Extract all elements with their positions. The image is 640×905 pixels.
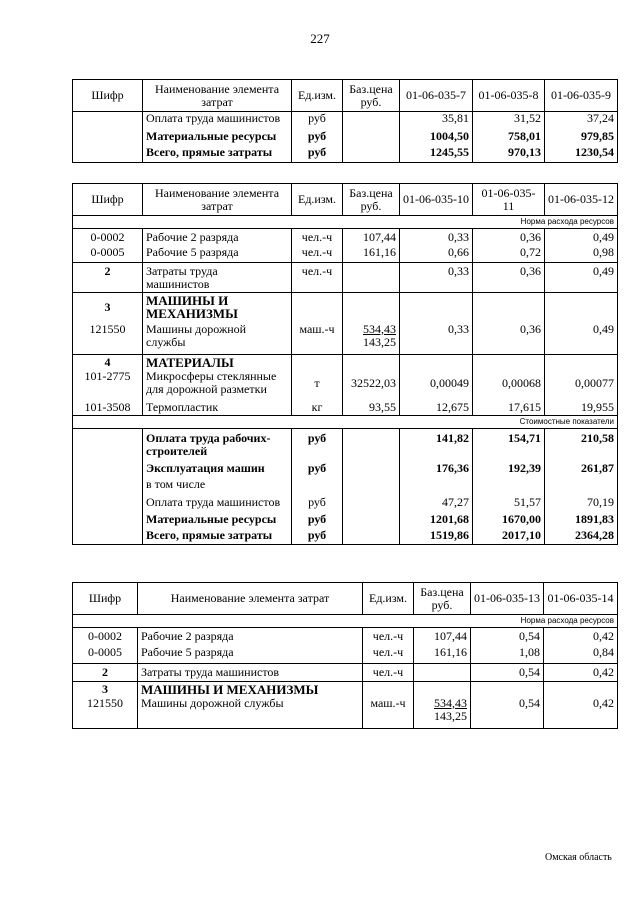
row-code: 0-0002 <box>73 229 143 246</box>
row-unit: т <box>292 370 343 401</box>
row-value: 0,54 <box>471 628 544 646</box>
page-number: 227 <box>310 31 330 46</box>
row-price: 161,16 <box>343 246 400 263</box>
table-row <box>73 628 618 646</box>
footer-region: Омская область <box>545 852 612 863</box>
row-value: 0,49 <box>545 229 618 246</box>
row-name-line: МЕХАНИЗМЫ <box>146 306 238 321</box>
row-value: 0,84 <box>544 646 618 664</box>
row-name <box>143 263 292 293</box>
row-name <box>143 323 292 355</box>
row-price: 107,44 <box>343 229 400 246</box>
row-code: 0-0002 <box>73 628 138 646</box>
header-col: 01-06-035-10 <box>400 184 473 216</box>
table-row <box>73 263 618 293</box>
cost-table-2 <box>72 183 618 545</box>
row-unit: чел.-ч <box>363 646 414 664</box>
row-name <box>143 429 292 460</box>
row-value: 1245,55 <box>400 146 473 163</box>
row-code: 0-0005 <box>73 646 138 664</box>
row-name-line: службы <box>146 334 186 349</box>
row-name: Затраты труда машинистов <box>138 664 363 682</box>
header-col: 01-06-035-11 <box>473 184 545 216</box>
section-label <box>73 216 618 229</box>
header-col: 01-06-035-8 <box>473 80 545 112</box>
header-name: Наименование элемента затрат <box>143 80 292 112</box>
row-unit: чел.-ч <box>363 664 414 682</box>
header-code: Шифр <box>73 80 143 112</box>
row-name-line: строителей <box>146 444 208 458</box>
section-label <box>73 416 618 429</box>
row-name: в том числе <box>143 478 292 496</box>
row-value: 141,82 <box>400 429 473 460</box>
row-price <box>414 697 471 729</box>
table-row <box>73 130 618 146</box>
table-row <box>73 112 618 130</box>
row-unit: руб <box>292 429 343 460</box>
row-value: 0,49 <box>545 323 618 355</box>
header-price: Баз.цена руб. <box>414 583 471 615</box>
table-row <box>73 246 618 263</box>
row-value: 47,27 <box>400 496 473 513</box>
header-col: 01-06-035-7 <box>400 80 473 112</box>
row-value: 210,58 <box>545 429 618 460</box>
row-price: 93,55 <box>343 401 400 416</box>
row-unit: руб <box>292 460 343 478</box>
row-name: Материальные ресурсы <box>143 130 292 146</box>
row-price: 107,44 <box>414 628 471 646</box>
row-name: Всего, прямые затраты <box>143 529 292 545</box>
row-code: 101-2775 <box>73 370 143 401</box>
row-value: 0,72 <box>473 246 545 263</box>
header-price: Баз.цена руб. <box>343 184 400 216</box>
header-code: Шифр <box>73 184 143 216</box>
price-line: 143,25 <box>363 334 396 349</box>
row-name: Эксплуатация машин <box>143 460 292 478</box>
table-row <box>73 370 618 401</box>
row-value: 0,00077 <box>545 370 618 401</box>
row-value: 0,33 <box>400 263 473 293</box>
row-code: 121550 <box>73 697 138 729</box>
row-code: 101-3508 <box>73 401 143 416</box>
header-unit: Ед.изм. <box>292 184 343 216</box>
row-value: 0,33 <box>400 323 473 355</box>
row-value: 1004,50 <box>400 130 473 146</box>
header-name: Наименование элемента затрат <box>138 583 363 615</box>
row-value: 0,42 <box>544 628 618 646</box>
row-value: 970,13 <box>473 146 545 163</box>
row-code: 3 <box>73 293 143 323</box>
row-unit: руб <box>292 130 343 146</box>
header-col: 01-06-035-13 <box>471 583 544 615</box>
row-code: 0-0005 <box>73 246 143 263</box>
row-value: 192,39 <box>473 460 545 478</box>
table-row <box>73 478 618 496</box>
row-name: Рабочие 5 разряда <box>138 646 363 664</box>
row-price: 161,16 <box>414 646 471 664</box>
row-name-line: МАШИНЫ И <box>146 293 229 308</box>
table-header <box>73 80 618 112</box>
row-value: 17,615 <box>473 401 545 416</box>
row-value: 176,36 <box>400 460 473 478</box>
row-value: 1891,83 <box>545 513 618 529</box>
row-name: МАШИНЫ И МЕХАНИЗМЫ <box>138 682 363 697</box>
header-unit: Ед.изм. <box>292 80 343 112</box>
row-unit: руб <box>292 112 343 130</box>
row-value: 51,57 <box>473 496 545 513</box>
row-name: Машины дорожной службы <box>138 697 363 729</box>
price-line: 143,25 <box>434 708 467 723</box>
section-row <box>73 293 618 323</box>
norm-label: Норма расхода ресурсов <box>73 216 618 229</box>
table-row <box>73 496 618 513</box>
row-value: 1230,54 <box>545 146 618 163</box>
table-row <box>73 460 618 478</box>
row-value: 0,36 <box>473 229 545 246</box>
row-value: 2017,10 <box>473 529 545 545</box>
row-unit: руб <box>292 529 343 545</box>
row-value: 31,52 <box>473 112 545 130</box>
row-value: 35,81 <box>400 112 473 130</box>
row-unit: маш.-ч <box>292 323 343 355</box>
row-value: 154,71 <box>473 429 545 460</box>
header-unit: Ед.изм. <box>363 583 414 615</box>
row-name-line: Оплата труда рабочих- <box>146 431 271 445</box>
row-name-line: Машины дорожной <box>146 321 247 336</box>
row-price: 32522,03 <box>343 370 400 401</box>
row-name <box>143 293 292 323</box>
row-value: 1201,68 <box>400 513 473 529</box>
row-value: 19,955 <box>545 401 618 416</box>
row-name: Материальные ресурсы <box>143 513 292 529</box>
row-unit: чел.-ч <box>363 628 414 646</box>
row-value: 2364,28 <box>545 529 618 545</box>
table-row <box>73 529 618 545</box>
table-row <box>73 429 618 460</box>
row-value: 0,49 <box>545 263 618 293</box>
price-line: 534,43 <box>434 695 467 710</box>
row-value: 0,98 <box>545 246 618 263</box>
row-name-line: Затраты труда <box>146 264 218 278</box>
table-row <box>73 146 618 163</box>
row-value: 758,01 <box>473 130 545 146</box>
section-row <box>73 682 618 697</box>
header-col: 01-06-035-9 <box>545 80 618 112</box>
table-row <box>73 513 618 529</box>
row-name: Оплата труда машинистов <box>143 112 292 130</box>
row-value: 0,42 <box>544 664 618 682</box>
row-unit: чел.-ч <box>292 246 343 263</box>
row-code: 121550 <box>73 323 143 355</box>
row-name: Оплата труда машинистов <box>143 496 292 513</box>
cost-table-3 <box>72 582 618 729</box>
row-code: 4 <box>73 355 143 370</box>
row-name <box>143 370 292 401</box>
row-value: 12,675 <box>400 401 473 416</box>
table-row <box>73 697 618 729</box>
row-value: 0,54 <box>471 697 544 729</box>
price-line: 534,43 <box>363 321 396 336</box>
row-value: 1,08 <box>471 646 544 664</box>
header-col: 01-06-035-14 <box>544 583 618 615</box>
row-unit: чел.-ч <box>292 263 343 293</box>
row-unit: маш.-ч <box>363 697 414 729</box>
table-row <box>73 646 618 664</box>
header-col: 01-06-035-12 <box>545 184 618 216</box>
row-value: 0,33 <box>400 229 473 246</box>
row-unit: руб <box>292 146 343 163</box>
row-name: Рабочие 2 разряда <box>138 628 363 646</box>
row-unit: кг <box>292 401 343 416</box>
row-value: 1519,86 <box>400 529 473 545</box>
row-value: 261,87 <box>545 460 618 478</box>
section-row <box>73 355 618 370</box>
norm-label: Норма расхода ресурсов <box>73 615 618 628</box>
row-value: 0,00049 <box>400 370 473 401</box>
table-row <box>73 401 618 416</box>
row-value: 0,36 <box>473 323 545 355</box>
header-name: Наименование элемента затрат <box>143 184 292 216</box>
table-header <box>73 583 618 615</box>
row-price <box>343 323 400 355</box>
row-value: 979,85 <box>545 130 618 146</box>
row-name: Всего, прямые затраты <box>143 146 292 163</box>
row-value: 0,54 <box>471 664 544 682</box>
row-name-line: для дорожной разметки <box>146 381 267 396</box>
table-header <box>73 184 618 216</box>
row-name: Термопластик <box>143 401 292 416</box>
header-code: Шифр <box>73 583 138 615</box>
row-code: 2 <box>73 263 143 293</box>
row-name-line: машинистов <box>146 277 210 291</box>
row-value: 0,00068 <box>473 370 545 401</box>
section-label <box>73 615 618 628</box>
row-code: 2 <box>73 664 138 682</box>
table-row <box>73 664 618 682</box>
table-row <box>73 229 618 246</box>
row-name-line: Микросферы стеклянные <box>146 368 277 383</box>
row-value: 0,66 <box>400 246 473 263</box>
table-row <box>73 323 618 355</box>
row-name: Рабочие 2 разряда <box>143 229 292 246</box>
cost-table-1 <box>72 79 618 163</box>
row-value: 37,24 <box>545 112 618 130</box>
row-value: 0,42 <box>544 697 618 729</box>
cost-label: Стоимостные показатели <box>73 416 618 429</box>
row-unit: руб <box>292 513 343 529</box>
row-name: МАТЕРИАЛЫ <box>143 355 292 370</box>
row-code: 3 <box>73 682 138 697</box>
row-value: 70,19 <box>545 496 618 513</box>
row-value: 0,36 <box>473 263 545 293</box>
header-price: Баз.цена руб. <box>343 80 400 112</box>
row-unit: руб <box>292 496 343 513</box>
row-name: Рабочие 5 разряда <box>143 246 292 263</box>
row-value: 1670,00 <box>473 513 545 529</box>
row-unit: чел.-ч <box>292 229 343 246</box>
